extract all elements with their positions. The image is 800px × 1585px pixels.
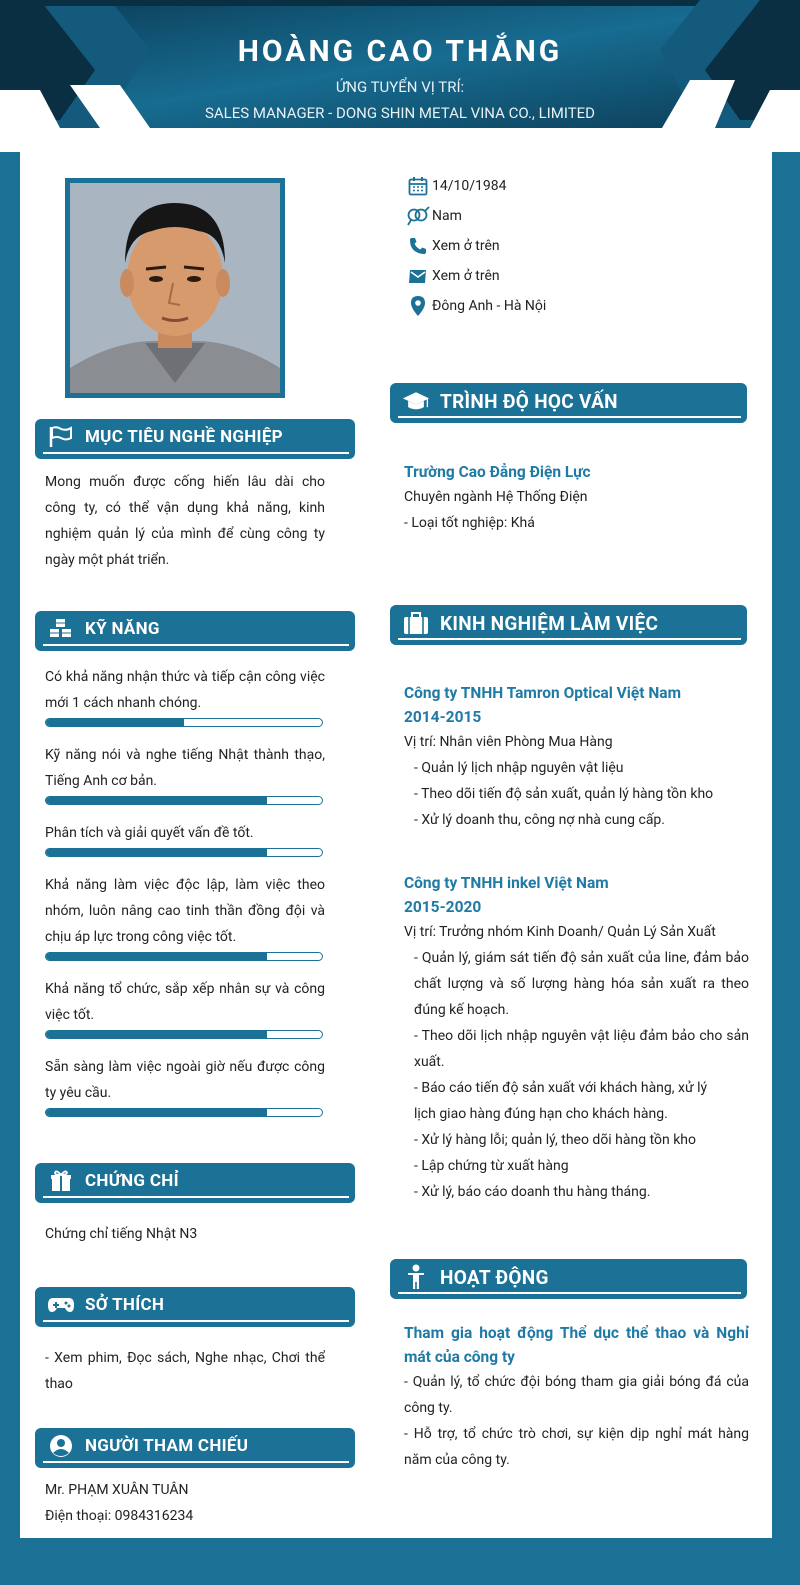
section-underline xyxy=(398,638,741,640)
section-underline xyxy=(43,1196,349,1198)
skill-bar-fill xyxy=(46,719,184,726)
calendar-icon xyxy=(406,175,430,197)
skill-item xyxy=(45,1054,325,1117)
address-row xyxy=(406,291,766,321)
activity-name: Tham gia hoạt động Thể dục thể thao và Nghỉ mát của công ty xyxy=(404,1324,749,1366)
section-certificates-title: CHỨNG CHỈ xyxy=(85,1171,179,1191)
phone-text: Xem ở trên xyxy=(432,238,500,254)
email-icon xyxy=(406,265,430,287)
section-education-title: TRÌNH ĐỘ HỌC VẤN xyxy=(440,390,618,413)
job-task: - Xử lý hàng lỗi; quản lý, theo dõi hàng tồn kho xyxy=(414,1132,696,1148)
skill-text: Có khả năng nhận thức và tiếp cận công việc mới 1 cách nhanh chóng. xyxy=(45,669,325,711)
skill-bar-fill xyxy=(46,849,267,856)
skill-item xyxy=(45,976,325,1039)
job-company: Công ty TNHH Tamron Optical Việt Nam xyxy=(404,684,682,702)
job-company: Công ty TNHH inkel Việt Nam xyxy=(404,874,609,892)
skill-bar-fill xyxy=(46,797,267,804)
cubes-icon xyxy=(47,617,75,641)
phone-row xyxy=(406,231,766,261)
gamepad-icon xyxy=(47,1293,75,1317)
section-underline xyxy=(43,1461,349,1463)
section-underline xyxy=(43,1320,349,1322)
graduation-cap-icon xyxy=(402,389,430,413)
section-references-title: NGƯỜI THAM CHIẾU xyxy=(85,1436,249,1456)
job-period: 2014-2015 xyxy=(404,708,482,726)
briefcase-icon xyxy=(402,611,430,635)
gender-text: Nam xyxy=(432,208,462,224)
contact-info xyxy=(406,171,766,321)
job-period: 2015-2020 xyxy=(404,898,482,916)
section-skills-title: KỸ NĂNG xyxy=(85,619,160,639)
flag-icon xyxy=(47,425,75,449)
location-icon xyxy=(406,295,430,317)
skill-bar-fill xyxy=(46,1109,267,1116)
job-task: - Xử lý doanh thu, công nợ nhà cung cấp. xyxy=(414,812,665,828)
job-task: - Quản lý lịch nhập nguyên vật liệu xyxy=(414,760,624,776)
section-education-header xyxy=(390,383,747,423)
address-text: Đông Anh - Hà Nội xyxy=(432,298,547,314)
reference-phone: Điện thoại: 0984316234 xyxy=(45,1508,194,1524)
skill-bar xyxy=(45,796,323,805)
section-experience-header xyxy=(390,605,747,645)
skill-bar xyxy=(45,718,323,727)
certificate-text: Chứng chỉ tiếng Nhật N3 xyxy=(45,1226,198,1242)
skill-text: Khả năng tổ chức, sắp xếp nhân sự và công việc tốt. xyxy=(45,981,325,1023)
skill-bar-fill xyxy=(46,1031,267,1038)
education-block xyxy=(404,460,749,536)
section-activities-header xyxy=(390,1259,747,1299)
job-task: - Xử lý, báo cáo doanh thu hàng tháng. xyxy=(414,1184,651,1200)
section-experience-title: KINH NGHIỆM LÀM VIỆC xyxy=(440,612,659,635)
section-hobbies-title: SỞ THÍCH xyxy=(85,1295,165,1315)
skill-item xyxy=(45,820,325,857)
job-task: lịch giao hàng đúng hạn cho khách hàng. xyxy=(414,1106,668,1122)
frame-bottom xyxy=(0,1538,800,1585)
skill-bar-fill xyxy=(46,953,267,960)
education-major: Chuyên ngành Hệ Thống Điện xyxy=(404,489,588,505)
section-underline xyxy=(398,416,741,418)
skill-text: Phân tích và giải quyết vấn đề tốt. xyxy=(45,825,254,841)
section-underline xyxy=(43,452,349,454)
skill-bar xyxy=(45,1108,323,1117)
job-role: Vị trí: Trưởng nhóm Kinh Doanh/ Quản Lý Sản Xuất xyxy=(404,924,716,940)
objective-text: Mong muốn được cống hiến lâu dài cho công ty, có thể vận dụng khả năng, kinh nghiệm quản lý của mình để cùng công ty ngày một phát triển. xyxy=(45,474,325,568)
skill-text: Kỹ năng nói và nghe tiếng Nhật thành thạo, Tiếng Anh cơ bản. xyxy=(45,747,325,789)
job-entry xyxy=(404,681,749,833)
reference-info xyxy=(45,1477,325,1529)
phone-icon xyxy=(406,235,430,257)
position-value: SALES MANAGER - DONG SHIN METAL VINA CO., LIMITED xyxy=(204,104,596,122)
section-references-header xyxy=(35,1428,355,1468)
section-underline xyxy=(43,644,349,646)
activity-item: - Quản lý, tổ chức đội bóng tham gia giải bóng đá của công ty. xyxy=(404,1374,749,1416)
skill-text: Sẵn sàng làm việc ngoài giờ nếu được công ty yêu cầu. xyxy=(45,1059,325,1101)
hobbies-text: - Xem phim, Đọc sách, Nghe nhạc, Chơi thể thao xyxy=(45,1350,325,1392)
job-task: - Theo dõi tiến độ sản xuất, quản lý hàng tồn kho xyxy=(414,786,714,802)
cv-header xyxy=(0,0,800,128)
birthdate-row xyxy=(406,171,766,201)
reference-name: Mr. PHẠM XUÂN TUÂN xyxy=(45,1482,189,1498)
job-task: - Quản lý, giám sát tiến độ sản xuất của line, đảm bảo chất lượng và số lượng hàng hóa sản xuất ra theo đúng kế hoạch. xyxy=(414,950,749,1018)
skill-text: Khả năng làm việc độc lập, làm việc theo nhóm, luôn nâng cao tinh thần đồng đội và chịu áp lực trong công việc tốt. xyxy=(45,877,325,945)
gift-icon xyxy=(47,1169,75,1193)
section-objective-header xyxy=(35,419,355,459)
section-skills-header xyxy=(35,611,355,651)
frame-left xyxy=(0,152,20,1585)
activity-block xyxy=(404,1321,749,1473)
position-label: ỨNG TUYỂN VỊ TRÍ: xyxy=(335,78,465,96)
section-hobbies-header xyxy=(35,1287,355,1327)
user-circle-icon xyxy=(47,1434,75,1458)
skill-bar xyxy=(45,1030,323,1039)
section-certificates-header xyxy=(35,1163,355,1203)
activity-item: - Hỗ trợ, tổ chức trò chơi, sự kiện dịp nghỉ mát hàng năm của công ty. xyxy=(404,1426,749,1468)
job-role: Vị trí: Nhân viên Phòng Mua Hàng xyxy=(404,734,613,750)
candidate-name: HOÀNG CAO THẮNG xyxy=(237,34,563,69)
section-underline xyxy=(398,1292,741,1294)
email-text: Xem ở trên xyxy=(432,268,500,284)
skill-item xyxy=(45,664,325,727)
job-entry xyxy=(404,871,749,1205)
profile-photo xyxy=(65,178,285,398)
section-objective-title: MỤC TIÊU NGHỀ NGHIỆP xyxy=(85,427,283,447)
gender-icon xyxy=(406,205,430,227)
frame-right xyxy=(772,152,800,1585)
person-icon xyxy=(402,1265,430,1289)
job-task: - Lập chứng từ xuất hàng xyxy=(414,1158,569,1174)
job-task: - Theo dõi lịch nhập nguyên vật liệu đảm bảo cho sản xuất. xyxy=(414,1028,749,1070)
school-name: Trường Cao Đẳng Điện Lực xyxy=(404,463,591,481)
gender-row xyxy=(406,201,766,231)
skill-item xyxy=(45,872,325,961)
skill-bar xyxy=(45,848,323,857)
skill-item xyxy=(45,742,325,805)
section-activities-title: HOẠT ĐỘNG xyxy=(440,1266,549,1289)
birthdate-text: 14/10/1984 xyxy=(432,178,507,194)
education-grade: - Loại tốt nghiệp: Khá xyxy=(404,515,535,531)
portrait-illustration xyxy=(70,183,280,393)
skill-bar xyxy=(45,952,323,961)
email-row xyxy=(406,261,766,291)
job-task: - Báo cáo tiến độ sản xuất với khách hàng, xử lý xyxy=(414,1080,708,1096)
